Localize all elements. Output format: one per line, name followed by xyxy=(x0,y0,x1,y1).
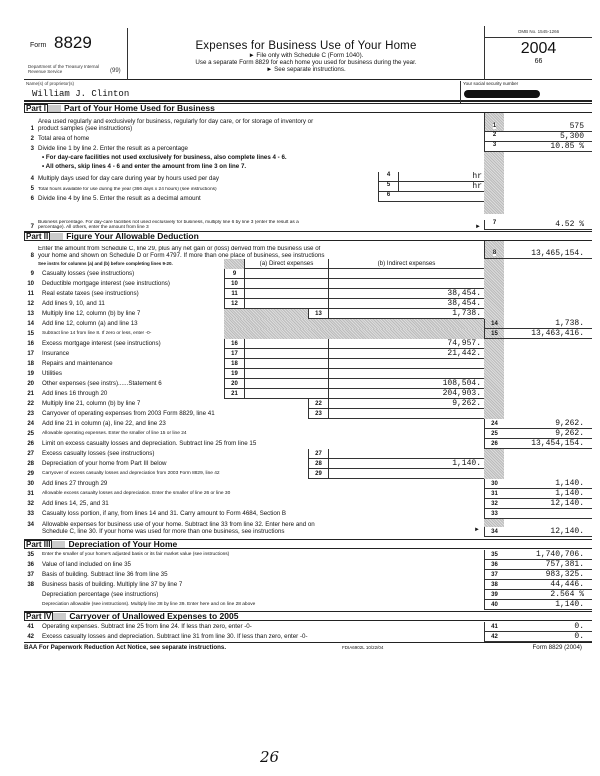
line-box: 9 xyxy=(224,269,244,279)
line-11-direct[interactable] xyxy=(244,289,328,299)
department: Department of the Treasury Internal Revenue Service xyxy=(28,64,100,74)
line-desc: Limit on excess casualty losses and depreciation. Subtract line 25 from line 15 xyxy=(42,440,257,447)
form-header xyxy=(24,28,592,80)
line-number: 8 xyxy=(30,253,34,259)
line-40-amount[interactable]: 1,140. xyxy=(504,600,592,610)
line-desc: Depreciation of your home from Part III below xyxy=(42,460,167,467)
line-desc xyxy=(42,522,472,535)
subtitle-1: ► File only with Schedule C (Form 1040). xyxy=(248,52,364,59)
line-16-direct[interactable] xyxy=(244,339,328,349)
part-3-header xyxy=(24,539,592,549)
shaded-area xyxy=(224,259,244,269)
line-number: 34 xyxy=(27,522,34,528)
line-box: 29 xyxy=(308,469,328,479)
line-box: 16 xyxy=(224,339,244,349)
line-desc: Deductible mortgage interest (see instructions) xyxy=(42,280,170,287)
line-desc: Excess casualty losses and depreciation. Subtract line 31 from line 30. If less than zero, enter -0- xyxy=(42,633,308,640)
form-title: Expenses for Business Use of Your Home xyxy=(195,40,417,52)
line-box: 28 xyxy=(308,459,328,469)
line-number: 20 xyxy=(27,381,34,387)
line-number xyxy=(24,590,38,600)
line-desc: Divide line 1 by line 2. Enter the result as a percentage xyxy=(38,145,188,152)
line-number: 15 xyxy=(27,331,34,337)
line-1-amount[interactable]: 575 xyxy=(504,122,592,132)
form-8829 xyxy=(24,28,592,654)
line-number: 10 xyxy=(27,281,34,287)
line-6 xyxy=(24,192,484,202)
line-number: 22 xyxy=(27,401,34,407)
part-title: Carryover of Unallowed Expenses to 2005 xyxy=(69,611,239,621)
line-desc: Add lines 16 through 20 xyxy=(42,390,108,397)
shaded-area xyxy=(224,309,308,319)
line-number: 23 xyxy=(27,411,34,417)
line-desc: Real estate taxes (see instructions) xyxy=(42,290,139,297)
line-number: 29 xyxy=(27,471,34,477)
part-title: Depreciation of Your Home xyxy=(68,539,178,549)
line-number: 41 xyxy=(27,624,34,630)
line-box: 41 xyxy=(484,622,504,632)
line-3-amount[interactable]: 10.85 % xyxy=(504,142,592,152)
lines-4-6-block xyxy=(24,152,592,214)
line-number: 28 xyxy=(27,461,34,467)
box-num: 8 xyxy=(492,250,497,256)
line-number: 33 xyxy=(27,511,34,517)
line-number: 12 xyxy=(27,301,34,307)
expense-columns-table xyxy=(24,259,592,654)
line-18-indirect[interactable] xyxy=(328,359,484,369)
line28-amount[interactable]: 1,140. xyxy=(328,459,484,469)
line-16-indirect[interactable]: 74,957. xyxy=(328,339,484,349)
desc-text-2: product samples (see instructions) xyxy=(38,125,133,132)
line-10-direct[interactable] xyxy=(244,279,328,289)
line-box: 31 xyxy=(484,489,504,499)
attachment-sequence: 66 xyxy=(534,58,543,65)
line24-amount[interactable]: 9,262. xyxy=(504,419,592,429)
column-a-header: (a) Direct expenses xyxy=(244,259,328,269)
line-8-amount[interactable]: 13,465,154. xyxy=(504,249,592,259)
line-box: 18 xyxy=(224,359,244,369)
line-desc: Insurance xyxy=(42,350,70,357)
shaded-column xyxy=(484,449,504,479)
line-number: 3 xyxy=(30,146,34,152)
shaded-column xyxy=(484,339,504,419)
shaded-area xyxy=(224,329,484,339)
line-desc: Enter the smaller of your home's adjusted basis or its fair market value (see instructions) xyxy=(42,552,230,557)
line-number: 24 xyxy=(27,421,34,427)
line-number: 1 xyxy=(30,126,34,132)
desc-text: Enter the amount from Schedule C, line 29, plus any net gain or (loss) derived from the business use of xyxy=(38,246,321,252)
line-desc: Multiply line 21, column (b) by line 7 xyxy=(42,400,141,407)
part-label: Part I xyxy=(26,103,47,113)
line-number: 31 xyxy=(27,491,34,497)
line32-amount[interactable]: 12,140. xyxy=(504,499,592,509)
line-box: 11 xyxy=(224,289,244,299)
line-box: 30 xyxy=(484,479,504,489)
line-7 xyxy=(24,214,592,230)
line-desc: Multiply line 12, column (b) by line 7 xyxy=(42,310,141,317)
line-number: 9 xyxy=(30,271,34,277)
line30-amount[interactable]: 1,140. xyxy=(504,479,592,489)
part-title: Part of Your Home Used for Business xyxy=(64,103,215,113)
part-4-header xyxy=(24,611,592,621)
line-box: 26 xyxy=(484,439,504,449)
line-number: 42 xyxy=(27,634,34,640)
part-shade xyxy=(53,613,66,620)
line-desc: Other expenses (see instrs)......Statement 6 xyxy=(42,380,162,387)
line-box: 19 xyxy=(224,369,244,379)
paperwork-notice: BAA For Paperwork Reduction Act Notice, see separate instructions. xyxy=(24,644,227,651)
line-box: 39 xyxy=(484,590,504,600)
line14-amount[interactable]: 1,738. xyxy=(504,319,592,329)
line-number: 11 xyxy=(27,291,34,297)
line-9-direct[interactable] xyxy=(244,269,328,279)
line-box: 21 xyxy=(224,389,244,399)
line-desc: Divide line 4 by line 5. Enter the result as a decimal amount xyxy=(38,195,201,202)
line-number: 32 xyxy=(27,501,34,507)
line-desc: Add lines 14, 25, and 31 xyxy=(42,500,109,507)
line-number: 13 xyxy=(27,311,34,317)
form-title-block xyxy=(128,28,484,80)
box-num: 1 xyxy=(492,123,497,129)
desc-text: Area used regularly and exclusively for business, regularly for day care, or for storage of inventory or xyxy=(38,118,314,125)
line-number: 16 xyxy=(27,341,34,347)
shaded-column xyxy=(484,152,504,214)
line-19-direct[interactable] xyxy=(244,369,328,379)
line-4-hours[interactable]: hr xyxy=(398,172,484,182)
desc-text-2: your home and shown on Schedule D or Form 4797. If more than one place of business, see instructions xyxy=(38,251,325,259)
part-2-header xyxy=(24,231,592,241)
desc-text: Business percentage. For day-care facilities not used exclusively for business, multiply line 6 by line 3 (enter the result as a xyxy=(38,220,299,225)
line-12-direct[interactable] xyxy=(244,299,328,309)
column-b-header: (b) Indirect expenses xyxy=(328,259,484,269)
subtitle-3: ► See separate instructions. xyxy=(266,66,346,73)
ssn-label: Your social security number xyxy=(460,81,518,103)
line-13-amount[interactable]: 1,738. xyxy=(328,309,484,319)
line-number: 5 xyxy=(30,186,34,192)
line-number: 30 xyxy=(27,481,34,487)
line-box: 2 xyxy=(484,132,504,142)
line-desc xyxy=(38,246,484,259)
part-title: Figure Your Allowable Deduction xyxy=(66,231,199,241)
line-36-amount[interactable]: 757,381. xyxy=(504,560,592,570)
line-number: 7 xyxy=(30,224,34,230)
line33-amount[interactable] xyxy=(504,509,592,519)
form-id-block xyxy=(24,28,128,80)
line-box: 14 xyxy=(484,319,504,329)
line-number: 26 xyxy=(27,441,34,447)
line-4 xyxy=(24,172,484,182)
arrow-icon: ► xyxy=(475,224,481,230)
line-desc: Multiply days used for day care during year by hours used per day xyxy=(38,175,219,182)
line-box: 3 xyxy=(484,142,504,152)
line-desc: Total area of home xyxy=(38,135,90,142)
line-number: 17 xyxy=(27,351,34,357)
bullet-daycare: • For day-care facilities not used exclusively for business, also complete lines 4 - 6. xyxy=(42,154,287,161)
line-7-amount[interactable]: 4.52 % xyxy=(504,220,592,230)
line-3 xyxy=(24,142,592,152)
line-desc: Depreciation percentage (see instructions) xyxy=(42,591,159,598)
line-desc: Business basis of building. Multiply line 37 by line 7 xyxy=(42,581,183,588)
desc-text-2: Schedule C, line 30. If your home was used for more than one business, see instructions xyxy=(42,527,285,535)
line-desc: Value of land included on line 35 xyxy=(42,561,131,568)
ssn-redacted xyxy=(464,90,540,98)
line23-amount[interactable] xyxy=(328,409,484,419)
line-box: 38 xyxy=(484,580,504,590)
line-box: 24 xyxy=(484,419,504,429)
line-box: 25 xyxy=(484,429,504,439)
line-box: 23 xyxy=(308,409,328,419)
line-number: 18 xyxy=(27,361,34,367)
omb-number: OMB No. 1545-1266 xyxy=(485,26,592,38)
line-desc: Carryover of operating expenses from 2003 Form 8829, line 41 xyxy=(42,410,215,417)
line22-amount[interactable]: 9,262. xyxy=(328,399,484,409)
name-row xyxy=(24,80,592,102)
line-box: 13 xyxy=(308,309,328,319)
line-number: 38 xyxy=(27,582,34,588)
line-desc: Subtract line 14 from line 8. If zero or less, enter -0- xyxy=(42,331,152,336)
line-box: 15 xyxy=(484,329,504,339)
software-code: FDIA6902L 10/22/04 xyxy=(342,645,384,650)
part-shade xyxy=(52,541,65,548)
line-5-hours[interactable]: hr xyxy=(398,182,484,192)
line-box: 6 xyxy=(378,192,398,202)
line-box: 7 xyxy=(484,220,504,230)
line-number: 19 xyxy=(27,371,34,377)
desc-text: Allowable expenses for business use of your home. Subtract line 33 from line 32. Enter here and on xyxy=(42,521,315,528)
line-5 xyxy=(24,182,484,192)
column-note: See instrs for columns (a) and (b) before completing lines 9-20. xyxy=(38,261,173,266)
line31-amount[interactable]: 1,140. xyxy=(504,489,592,499)
line-1 xyxy=(24,113,592,132)
year-block xyxy=(484,26,592,80)
shaded-area xyxy=(484,519,504,527)
line27-amount[interactable] xyxy=(328,449,484,459)
desc-text-2: percentage). All others, enter the amount from line 3 xyxy=(38,225,149,230)
line-box: 20 xyxy=(224,379,244,389)
bullet-others: • All others, skip lines 4 - 6 and enter the amount from line 3 on line 7. xyxy=(42,163,247,170)
line-number: 21 xyxy=(27,391,34,397)
line-17-direct[interactable] xyxy=(244,349,328,359)
line-box: 17 xyxy=(224,349,244,359)
line-41-amount[interactable]: 0. xyxy=(504,622,592,632)
line-19-indirect[interactable] xyxy=(328,369,484,379)
line-11-indirect[interactable]: 38,454. xyxy=(328,289,484,299)
line-39-amount[interactable]: 2.564 % xyxy=(504,590,592,600)
line-number xyxy=(24,600,38,610)
line-box xyxy=(484,113,504,132)
line29-amount[interactable] xyxy=(328,469,484,479)
arrow-icon: ► xyxy=(474,527,480,533)
line-desc: Add lines 9, 10, and 11 xyxy=(42,300,105,307)
form-footer-id: Form 8829 (2004) xyxy=(532,644,582,651)
line-desc: Operating expenses. Subtract line 25 from line 24. If less than zero, enter -0- xyxy=(42,623,252,630)
line-desc: Add line 21 in column (a), line 22, and line 23 xyxy=(42,420,166,427)
line25-amount[interactable]: 9,262. xyxy=(504,429,592,439)
part-1-header xyxy=(24,103,592,113)
line-box: 4 xyxy=(378,172,398,182)
line-box: 32 xyxy=(484,499,504,509)
line-desc: Add line 12, column (a) and line 13 xyxy=(42,320,138,327)
line-desc: Excess mortgage interest (see instructions) xyxy=(42,340,161,347)
line-desc: Casualty losses (see instructions) xyxy=(42,270,135,277)
line-21-indirect[interactable]: 204,903. xyxy=(328,389,484,399)
line-35-amount[interactable]: 1,740,706. xyxy=(504,550,592,560)
line-box: 34 xyxy=(484,527,504,537)
line-37-amount[interactable]: 983,325. xyxy=(504,570,592,580)
line-38-amount[interactable]: 44,446. xyxy=(504,580,592,590)
line-box: 37 xyxy=(484,570,504,580)
sequence-code: (99) xyxy=(110,68,121,74)
line-desc: Depreciation allowable (see instructions). Multiply line 38 by line 39. Enter here and on line 28 above xyxy=(42,602,256,607)
part-shade xyxy=(50,233,63,240)
line-number: 4 xyxy=(30,176,34,182)
handwritten-page-number: 26 xyxy=(260,748,280,766)
part-label: Part IV xyxy=(26,611,52,621)
line-42-amount[interactable]: 0. xyxy=(504,632,592,642)
line-desc: Allowable operating expenses. Enter the smaller of line 15 or line 24 xyxy=(42,431,187,436)
form-number: 8829 xyxy=(54,33,92,52)
line-6-decimal[interactable] xyxy=(398,201,484,202)
line-box: 33 xyxy=(484,509,504,519)
line-box xyxy=(484,241,504,259)
line-desc: Allowable excess casualty losses and depreciation. Enter the smaller of line 26 or line 30 xyxy=(42,491,231,496)
line-box: 35 xyxy=(484,550,504,560)
line-number: 14 xyxy=(27,321,34,327)
line34-amount[interactable]: 12,140. xyxy=(504,527,592,537)
line15-amount[interactable]: 13,463,416. xyxy=(504,329,592,339)
form-word: Form xyxy=(30,42,47,49)
line-desc: Total hours available for use during the year (366 days x 24 hours) (see instructions) xyxy=(38,187,217,192)
line-8 xyxy=(24,241,592,259)
line-20-indirect[interactable]: 108,504. xyxy=(328,379,484,389)
line-number: 36 xyxy=(27,562,34,568)
line-10-indirect[interactable] xyxy=(328,279,484,289)
line-desc: Utilities xyxy=(42,370,62,377)
tax-year: 2004 xyxy=(520,40,557,57)
line-number: 27 xyxy=(27,451,34,457)
line-box: 36 xyxy=(484,560,504,570)
line-number: 37 xyxy=(27,572,34,578)
line-box: 5 xyxy=(378,182,398,192)
line-2 xyxy=(24,132,592,142)
part-shade xyxy=(48,105,61,112)
line-desc: Add lines 27 through 29 xyxy=(42,480,108,487)
line-number: 2 xyxy=(30,136,34,142)
line-box: 40 xyxy=(484,600,504,610)
proprietor-name[interactable]: William J. Clinton xyxy=(32,89,130,99)
line-12-indirect[interactable]: 38,454. xyxy=(328,299,484,309)
line-desc xyxy=(38,220,475,230)
line-number: 6 xyxy=(30,196,34,202)
line-number: 25 xyxy=(27,431,34,437)
line-2-amount[interactable]: 5,300 xyxy=(504,132,592,142)
shaded-area xyxy=(224,319,484,329)
line-box: 12 xyxy=(224,299,244,309)
line-desc: Basis of building. Subtract line 36 from line 35 xyxy=(42,571,168,578)
line-20-direct[interactable] xyxy=(244,379,328,389)
name-label: Name(s) of proprietor(s) xyxy=(26,81,75,86)
form-footer xyxy=(24,642,592,652)
line-18-direct[interactable] xyxy=(244,359,328,369)
line-box: 27 xyxy=(308,449,328,459)
line-desc: Carryover of excess casualty losses and depreciation from 2003 Form 8829, line 42 xyxy=(42,471,220,476)
line-desc: Casualty loss portion, if any, from lines 14 and 31. Carry amount to Form 4684, Section B xyxy=(42,510,287,517)
line-box: 22 xyxy=(308,399,328,409)
part-label: Part II xyxy=(26,231,49,241)
subtitle-2: Use a separate Form 8829 for each home you used for business during the year. xyxy=(195,59,417,66)
line26-amount[interactable]: 13,454,154. xyxy=(504,439,592,449)
line-desc xyxy=(38,118,484,132)
part-label: Part III xyxy=(26,539,51,549)
line-box: 42 xyxy=(484,632,504,642)
line-number: 35 xyxy=(27,552,34,558)
line-17-indirect[interactable]: 21,442. xyxy=(328,349,484,359)
line-9-indirect[interactable] xyxy=(328,269,484,279)
line-desc: Repairs and maintenance xyxy=(42,360,113,367)
line-box: 10 xyxy=(224,279,244,289)
line-21-direct[interactable] xyxy=(244,389,328,399)
line-desc: Excess casualty losses (see instructions) xyxy=(42,450,155,457)
